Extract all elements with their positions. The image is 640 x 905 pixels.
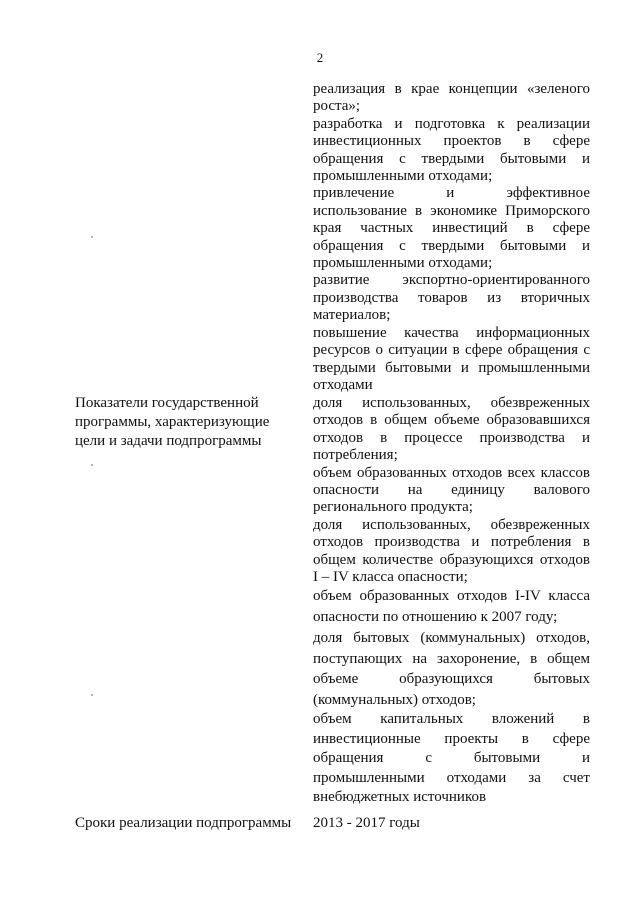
goal-item: разработка и подготовка к реализации инвестиционных проектов в сфере обращения с твердыми бытовыми и промышленными отходами; bbox=[313, 115, 590, 185]
timeline-value: 2013 - 2017 годы bbox=[313, 815, 420, 831]
page-number: 2 bbox=[316, 50, 324, 65]
indicator-item: доля использованных, обезвреженных отходов в общем объеме образовавшихся отходов в процессе производства и потребления; bbox=[313, 395, 590, 464]
goal-item: реализация в крае концепции «зеленого роста»; bbox=[313, 81, 590, 115]
goal-item: повышение качества информационных ресурсов о ситуации в сфере обращения с твердыми бытовыми и промышленными отходами bbox=[313, 324, 590, 393]
indicator-item: доля использованных, обезвреженных отходов производства и потребления в общем количестве образующихся отходов I – IV класса опасности; bbox=[313, 516, 590, 586]
goal-item: привлечение и эффективное использование в экономике Приморского края частных инвестиций в сфере обращения с твердыми бытовыми и промышленными отходами; bbox=[313, 185, 590, 272]
goals-tasks-list bbox=[313, 81, 590, 394]
indicator-item: доля бытовых (коммунальных) отходов, поступающих на захоронение, в общем объеме образующихся бытовых (коммунальных) отходов; bbox=[313, 630, 590, 708]
indicator-item: объем капитальных вложений в инвестиционные проекты в сфере обращения с бытовыми и промышленными отходами за счет внебюджетных источников bbox=[313, 711, 590, 806]
indicators-label: Показатели государственной программы, характеризующие цели и задачи подпрограммы bbox=[75, 395, 270, 449]
goal-item: развитие экспортно-ориентированного производства товаров из вторичных материалов; bbox=[313, 272, 590, 324]
indicator-item: объем образованных отходов всех классов опасности на единицу валового регионального продукта; bbox=[313, 464, 590, 516]
scan-mark bbox=[91, 694, 93, 696]
indicator-item: объем образованных отходов I-IV класса опасности по отношению к 2007 году; bbox=[313, 588, 590, 626]
scan-mark bbox=[91, 236, 93, 238]
timeline-label: Сроки реализации подпрограммы bbox=[75, 815, 292, 831]
scan-mark bbox=[91, 464, 93, 466]
indicators-list bbox=[313, 395, 590, 808]
